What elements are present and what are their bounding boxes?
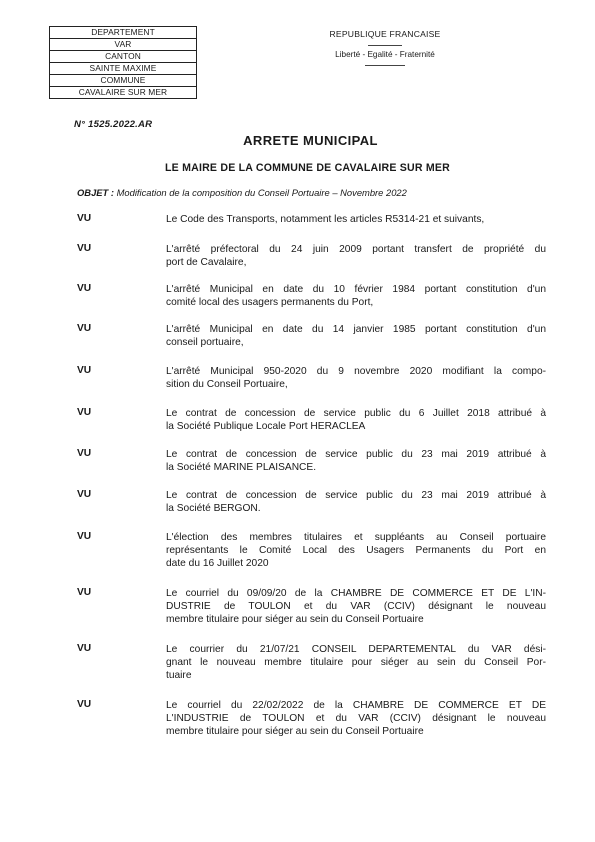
vu-text [166,531,546,570]
vu-text-line: L'arrêté Municipal en date du 10 février 1984 portant constitution d'un [166,284,546,295]
vu-text-line: L'élection des membres titulaires et suppléants au Conseil portuaire [166,532,546,543]
vu-text-line: Le contrat de concession de service public du 23 mai 2019 attribué à [166,490,546,501]
vu-text-line: Le courrier du 21/07/21 CONSEIL DEPARTEMENTAL du VAR dési- [166,644,546,655]
mayor-line: LE MAIRE DE LA COMMUNE DE CAVALAIRE SUR MER [164,162,451,174]
vu-text [166,448,546,474]
vu-label: VU [77,643,92,654]
vu-text [166,699,546,738]
vu-label: VU [77,365,92,376]
vu-text [166,213,546,226]
vu-text-line: L'INDUSTRIE de TOULON et du VAR (CCIV) désignant le nouveau [166,713,546,724]
vu-text [166,243,546,269]
republic-motto: Liberté - Egalité - Fraternité [335,50,435,59]
decree-reference-number: N° 1525.2022.AR [74,119,153,130]
vu-text-line: DUSTRIE de TOULON et du VAR (CCIV) désignant le nouveau [166,601,546,612]
vu-label: VU [77,243,92,254]
vu-text [166,489,546,515]
vu-text-line: date du 16 Juillet 2020 [166,558,269,569]
vu-text-line: Le contrat de concession de service public du 23 mai 2019 attribué à [166,449,546,460]
admin-box-line: CANTON [50,51,197,63]
vu-label: VU [77,699,92,710]
vu-text-line: Le courriel du 22/02/2022 de la CHAMBRE DE COMMERCE ET DE [166,700,546,711]
vu-label: VU [77,213,92,224]
vu-text-line: la Société MARINE PLAISANCE. [166,462,317,473]
vu-text-line: L'arrêté préfectoral du 24 juin 2009 portant transfert de propriété du [166,244,546,255]
document-title: ARRETE MUNICIPAL [243,133,378,148]
vu-text-line: la Société BERGON. [166,503,261,514]
vu-text [166,587,546,626]
objet-text: Modification de la composition du Conseil Portuaire – Novembre 2022 [116,187,407,198]
admin-box-line: VAR [50,39,197,51]
vu-text [166,323,546,349]
vu-text [166,643,546,682]
vu-text-line: comité local des usagers permanents du Port, [166,297,374,308]
vu-label: VU [77,531,92,542]
objet-label: OBJET : [77,187,114,198]
vu-label: VU [77,448,92,459]
administrative-box [49,26,197,99]
vu-text-line: L'arrêté Municipal 950-2020 du 9 novembre 2020 modifiant la compo- [166,366,546,377]
objet-line [77,187,407,198]
vu-text-line: membre titulaire pour siéger au sein du Conseil Portuaire [166,614,424,625]
vu-label: VU [77,489,92,500]
vu-text-line: représentants le Comité Local des Usagers Permanents du Port en [166,545,546,556]
vu-label: VU [77,323,92,334]
vu-text-line: membre titulaire pour siéger au sein du Conseil Portuaire [166,726,424,737]
admin-box-line: COMMUNE [50,75,197,87]
admin-box-line: CAVALAIRE SUR MER [50,87,197,99]
vu-text-line: Le contrat de concession de service public du 6 Juillet 2018 attribué à [166,408,546,419]
vu-text [166,283,546,309]
vu-text [166,365,546,391]
vu-text-line: conseil portuaire, [166,337,244,348]
admin-box-line: SAINTE MAXIME [50,63,197,75]
vu-text-line: tuaire [166,670,192,681]
vu-text-line: Le Code des Transports, notamment les articles R5314-21 et suivants, [166,214,485,225]
vu-text-line: la Société Publique Locale Port HERACLEA [166,421,366,432]
vu-text-line: gnant le nouveau membre titulaire pour siéger au sein du Conseil Por- [166,657,546,668]
vu-label: VU [77,587,92,598]
republic-header [300,29,470,66]
vu-text-line: L'arrêté Municipal en date du 14 janvier 1985 portant constitution d'un [166,324,546,335]
header-divider [368,45,402,46]
republic-title: REPUBLIQUE FRANCAISE [329,29,441,39]
vu-label: VU [77,283,92,294]
vu-text-line: sition du Conseil Portuaire, [166,379,288,390]
header-divider [365,65,405,66]
vu-text [166,407,546,433]
vu-label: VU [77,407,92,418]
admin-box-line: DEPARTEMENT [50,27,197,39]
vu-text-line: Le courriel du 09/09/20 de la CHAMBRE DE COMMERCE ET DE L'IN- [166,588,546,599]
vu-text-line: port de Cavalaire, [166,257,247,268]
